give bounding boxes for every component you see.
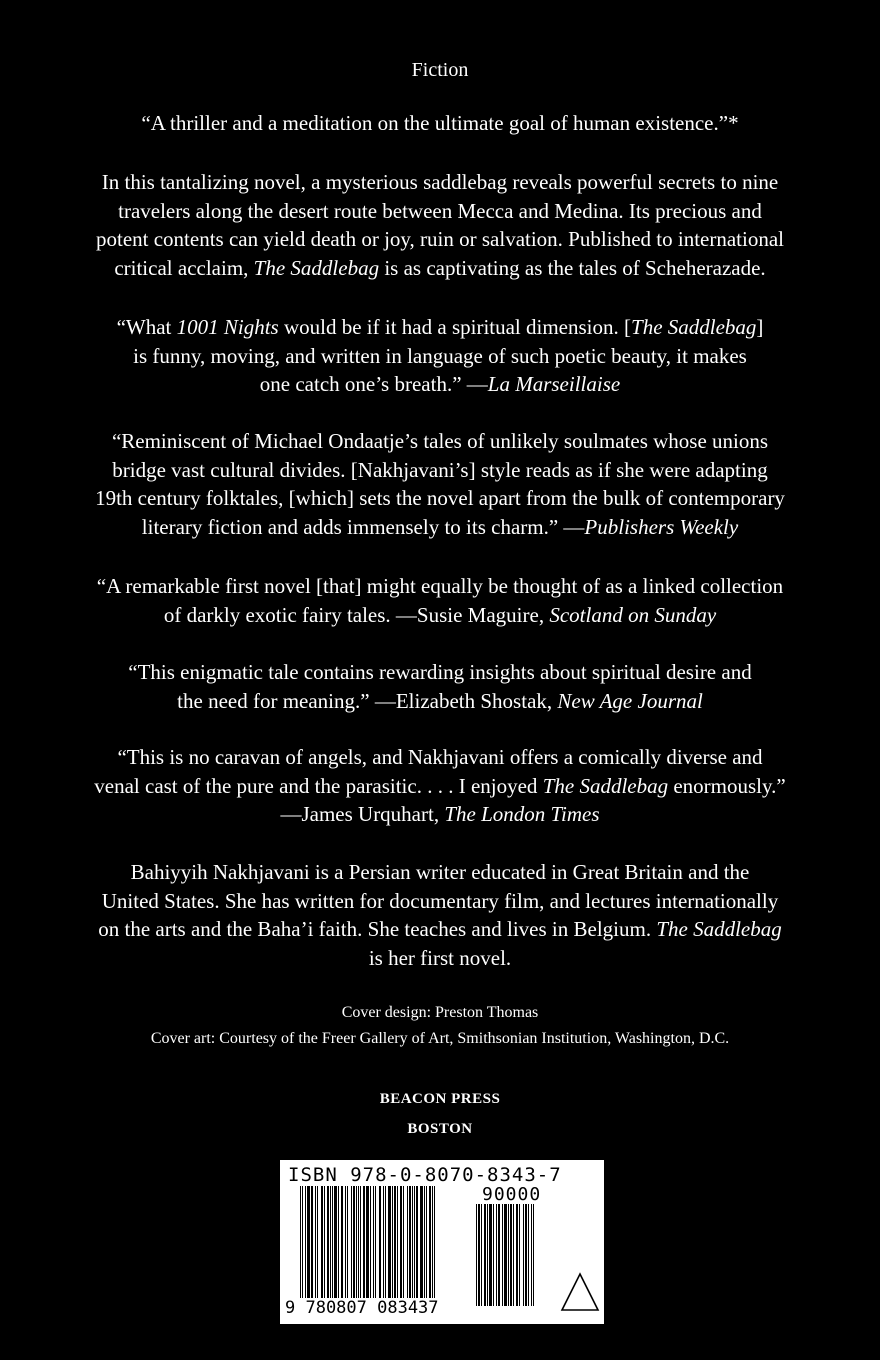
barcode-bar	[327, 1186, 329, 1306]
barcode-bar	[498, 1204, 500, 1306]
barcode-bar	[420, 1186, 423, 1306]
price-code: 90000	[482, 1184, 542, 1205]
review-quote-publishers-weekly	[60, 427, 820, 541]
barcode-bar	[502, 1204, 503, 1306]
author-bio	[60, 858, 820, 972]
quote-line	[60, 370, 820, 399]
barcode-bar	[510, 1204, 512, 1306]
barcode-bar	[360, 1186, 361, 1306]
barcode-bar	[345, 1186, 346, 1306]
book-title: The Saddlebag	[253, 255, 380, 280]
barcode-bar	[347, 1186, 348, 1306]
barcode-bar	[533, 1204, 534, 1306]
barcode-bar	[305, 1186, 306, 1306]
barcode-bar	[434, 1186, 435, 1316]
book-summary	[60, 168, 820, 282]
quote-source: The London Times	[444, 802, 600, 826]
book-title: The Saddlebag	[631, 315, 757, 339]
barcode-bar	[366, 1186, 369, 1316]
cover-design-credit: Cover design: Preston Thomas	[341, 1004, 539, 1021]
review-quote-scotland-on-sunday	[60, 572, 820, 629]
barcode-bar	[528, 1204, 529, 1306]
barcode-bar	[424, 1186, 425, 1306]
isbn-number: ISBN 978-0-8070-8343-7	[288, 1164, 562, 1186]
barcode-bar	[311, 1186, 313, 1306]
summary-text: is as captivating as the tales of Scheherazade.	[379, 255, 766, 280]
barcode-bar	[476, 1204, 477, 1306]
barcode-bar	[307, 1186, 310, 1306]
barcode-bar	[332, 1186, 333, 1306]
barcode-bar	[525, 1204, 527, 1306]
barcode-bar	[392, 1186, 393, 1306]
barcode-bar	[508, 1204, 509, 1306]
barcode-bar	[353, 1186, 355, 1306]
quote-source: New Age Journal	[557, 688, 703, 713]
quote-text: the need for meaning.” —Elizabeth Shostak,	[177, 688, 558, 713]
barcode-bar	[334, 1186, 337, 1306]
barcode-bar	[516, 1204, 518, 1306]
barcode-bar	[478, 1204, 480, 1306]
barcode-bar	[370, 1186, 371, 1316]
quote-line	[60, 601, 820, 630]
quote-text: would be if it had a spiritual dimension. [	[278, 315, 632, 339]
price-addon-bars	[476, 1204, 554, 1316]
barcode-bar	[338, 1186, 339, 1306]
bio-line: United States. She has written for documentary film, and lectures internationally	[101, 888, 779, 913]
book-title: The Saddlebag	[656, 917, 782, 941]
barcode-bar	[489, 1204, 492, 1306]
barcode-bar	[523, 1204, 524, 1306]
quote-line: is funny, moving, and written in language of such poetic beauty, it makes	[133, 343, 747, 368]
barcode-bar	[341, 1186, 343, 1306]
quote-text: —James Urquhart,	[280, 802, 445, 826]
barcode-bar	[487, 1204, 488, 1306]
quote-line	[60, 772, 820, 801]
barcode-bar	[403, 1186, 404, 1306]
barcode-bar	[300, 1186, 301, 1316]
quote-source: Scotland on Sunday	[549, 602, 717, 627]
review-quote-london-times	[60, 743, 820, 829]
quote-line: “A remarkable first novel [that] might equally be thought of as a linked collection	[96, 574, 784, 598]
review-quote-new-age-journal	[60, 658, 820, 715]
bio-line: Bahiyyih Nakhjavani is a Persian writer educated in Great Britain and the	[130, 860, 750, 884]
publisher-name: BEACON PRESS	[379, 1091, 501, 1107]
quote-line	[60, 687, 820, 716]
barcode-bar	[317, 1186, 318, 1306]
barcode-bar	[315, 1186, 316, 1306]
barcode-bar	[519, 1204, 520, 1306]
barcode-bar	[385, 1186, 386, 1306]
barcode-bar	[324, 1186, 325, 1306]
barcode-bar	[493, 1204, 494, 1306]
barcode-bar	[531, 1204, 532, 1306]
barcode-bar	[379, 1186, 381, 1306]
barcode-bar	[358, 1186, 359, 1306]
cover-credits	[60, 1000, 820, 1052]
quote-text: ]	[756, 315, 764, 339]
barcode-bar	[513, 1204, 514, 1306]
barcode-bar	[426, 1186, 427, 1306]
quote-line: “This enigmatic tale contains rewarding insights about spiritual desire and	[128, 660, 752, 684]
barcode-bar	[484, 1204, 486, 1306]
barcode-bar	[388, 1186, 391, 1306]
tagline-quote: “A thriller and a meditation on the ultimate goal of human existence.”*	[141, 111, 739, 135]
barcode-bar	[351, 1186, 352, 1306]
quote-line: 19th century folktales, [which] sets the novel apart from the bulk of contemporary	[95, 486, 785, 510]
quote-text: one catch one’s breath.” —	[259, 372, 488, 396]
genre-label: Fiction	[411, 59, 469, 81]
barcode-bar	[432, 1186, 433, 1316]
barcode-bar	[330, 1186, 331, 1306]
barcode-bar	[373, 1186, 374, 1306]
summary-line: travelers along the desert route between Mecca and Medina. Its precious and	[118, 198, 762, 223]
quote-text: of darkly exotic fairy tales. —Susie Maguire,	[163, 602, 550, 627]
barcode-bar	[383, 1186, 384, 1306]
barcode-bar	[409, 1186, 411, 1306]
barcode-bar	[375, 1186, 376, 1306]
quote-line: “This is no caravan of angels, and Nakhjavani offers a comically diverse and	[117, 745, 763, 769]
quote-text: literary fiction and adds immensely to its charm.” —	[141, 514, 585, 539]
quote-line: bridge vast cultural divides. [Nakhjavani’s] style reads as if she were adapting	[112, 457, 768, 482]
quote-line	[60, 800, 820, 829]
barcode-bar	[394, 1186, 396, 1306]
barcode-bar	[504, 1204, 507, 1306]
bio-line: is her first novel.	[368, 945, 512, 970]
review-quote-la-marseillaise	[60, 313, 820, 399]
bio-line	[60, 915, 820, 944]
quote-line	[60, 313, 820, 342]
quote-source: Publishers Weekly	[584, 514, 739, 539]
quote-text: “What	[116, 315, 177, 339]
work-title: 1001 Nights	[176, 315, 279, 339]
barcode-bar	[302, 1186, 303, 1316]
barcode-bar	[496, 1204, 497, 1306]
barcode-bar	[400, 1186, 402, 1306]
barcode-bar	[416, 1186, 418, 1306]
quote-source: La Marseillaise	[487, 372, 621, 396]
barcode-bar	[363, 1186, 365, 1306]
ean-barcode-bars	[300, 1186, 460, 1316]
quote-line	[60, 513, 820, 542]
summary-line	[60, 254, 820, 283]
barcode-bar	[407, 1186, 408, 1306]
quote-text: enormously.”	[668, 773, 786, 798]
barcode-bar	[397, 1186, 398, 1306]
isbn-barcode	[280, 1160, 604, 1324]
barcode-bar	[481, 1204, 482, 1306]
publisher-imprint	[60, 1084, 820, 1144]
bio-text: on the arts and the Baha’i faith. She teaches and lives in Belgium.	[98, 917, 657, 941]
triangle-icon	[560, 1272, 600, 1312]
book-title: The Saddlebag	[542, 773, 669, 798]
quote-line: “Reminiscent of Michael Ondaatje’s tales of unlikely soulmates whose unions	[111, 429, 769, 453]
publisher-city: BOSTON	[407, 1121, 473, 1137]
summary-line: potent contents can yield death or joy, ruin or salvation. Published to international	[96, 227, 784, 251]
barcode-bar	[414, 1186, 415, 1306]
summary-line: In this tantalizing novel, a mysterious saddlebag reveals powerful secrets to nine	[101, 170, 779, 194]
summary-text: critical acclaim,	[114, 255, 254, 280]
barcode-bar	[321, 1186, 323, 1306]
quote-text: venal cast of the pure and the parasitic. . . . I enjoyed	[94, 773, 543, 798]
ean-digits: 9 780807 083437	[285, 1298, 439, 1318]
barcode-bar	[412, 1186, 413, 1306]
barcode-bar	[429, 1186, 431, 1306]
cover-art-credit: Cover art: Courtesy of the Freer Gallery of Art, Smithsonian Institution, Washington, D.C.	[150, 1030, 730, 1047]
barcode-bar	[356, 1186, 357, 1306]
